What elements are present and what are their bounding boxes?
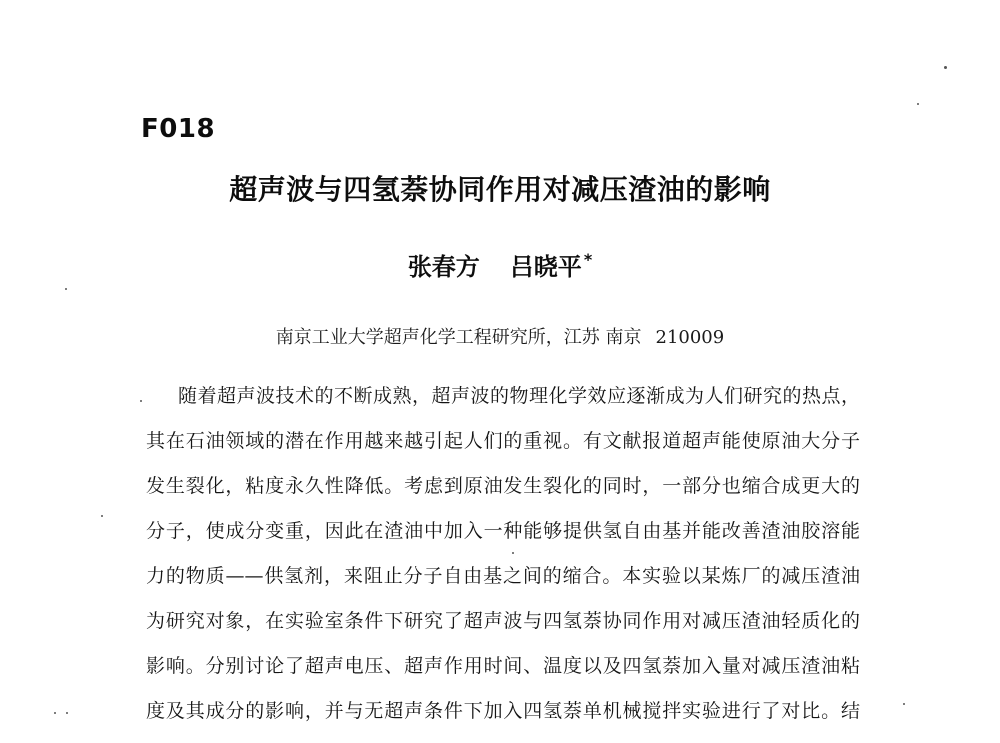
- scan-speck: [65, 288, 67, 290]
- scan-speck: [944, 66, 947, 69]
- body-line: 为研究对象，在实验室条件下研究了超声波与四氢萘协同作用对减压渣油轻质化的: [146, 610, 860, 632]
- scan-speck: [903, 703, 905, 705]
- scan-speck: [101, 515, 103, 517]
- corresponding-author-mark: *: [583, 250, 593, 269]
- affiliation-postcode: 210009: [655, 327, 725, 348]
- body-line: 度及其成分的影响，并与无超声条件下加入四氢萘单机械搅拌实验进行了对比。结: [146, 700, 860, 722]
- scan-speck: [140, 400, 142, 402]
- body-line: 力的物质——供氢剂，来阻止分子自由基之间的缩合。本实验以某炼厂的减压渣油: [146, 565, 860, 587]
- scan-speck: [512, 552, 514, 554]
- scan-speck: [54, 712, 56, 714]
- author-name: 张春方: [407, 253, 480, 281]
- author-name: 吕晓平: [509, 253, 582, 281]
- abstract-body: [146, 383, 860, 743]
- body-line: 发生裂化，粘度永久性降低。考虑到原油发生裂化的同时，一部分也缩合成更大的: [146, 475, 860, 497]
- scan-speck: [66, 712, 68, 714]
- paper-code: F018: [141, 114, 216, 144]
- paper-title: 超声波与四氢萘协同作用对减压渣油的影响: [229, 173, 771, 206]
- author-line: [0, 247, 1000, 282]
- affiliation-line: [0, 323, 1000, 349]
- scan-speck: [917, 103, 919, 105]
- body-line: 其在石油领域的潜在作用越来越引起人们的重视。有文献报道超声能使原油大分子: [146, 430, 860, 452]
- affiliation: 南京工业大学超声化学工程研究所，江苏: [275, 327, 600, 348]
- body-line: 随着超声波技术的不断成熟，超声波的物理化学效应逐渐成为人们研究的热点，: [178, 385, 860, 407]
- affiliation-city: 南京: [605, 327, 642, 348]
- body-line: 分子，使成分变重，因此在渣油中加入一种能够提供氢自由基并能改善渣油胶溶能: [146, 520, 860, 542]
- body-line: 影响。分别讨论了超声电压、超声作用时间、温度以及四氢萘加入量对减压渣油粘: [146, 655, 860, 677]
